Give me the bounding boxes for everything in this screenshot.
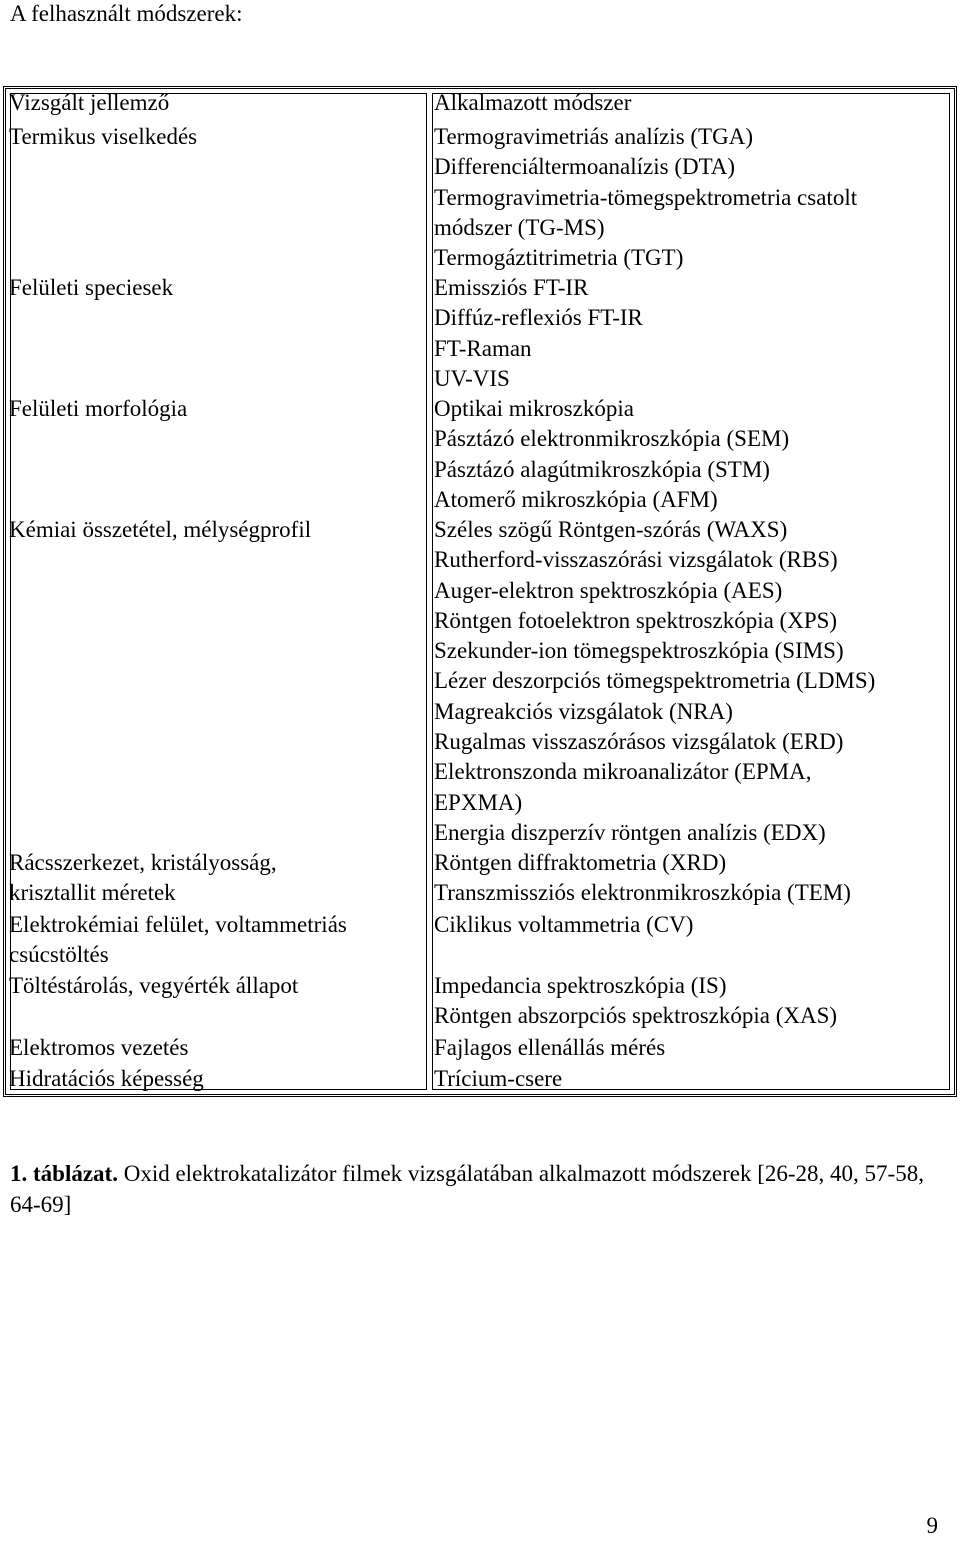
property-text: Töltéstárolás, vegyérték állapot — [9, 973, 299, 998]
method-text: Elektronszonda mikroanalizátor (EPMA, — [434, 759, 812, 785]
method-text: Auger-elektron spektroszkópia (AES) — [434, 577, 783, 603]
method-cell — [434, 1033, 665, 1063]
property-text: Hidratációs képesség — [9, 1066, 204, 1091]
property-cell — [9, 273, 173, 303]
header-property: Vizsgált jellemző — [9, 90, 170, 115]
property-cell — [9, 1033, 188, 1063]
property-cell — [9, 122, 197, 152]
header-method-cell — [434, 88, 631, 118]
method-text: Transzmissziós elektronmikroszkópia (TEM) — [434, 880, 851, 906]
property-text: Kémiai összetétel, mélységprofil — [9, 517, 312, 542]
method-text: Röntgen fotoelektron spektroszkópia (XPS) — [434, 607, 838, 633]
method-text: Szekunder-ion tömegspektroszkópia (SIMS) — [434, 638, 844, 664]
property-text: Elektrokémiai felület, voltammetriás — [9, 912, 347, 937]
property-text: Felületi morfológia — [9, 396, 188, 421]
method-text: Rutherford-visszaszórási vizsgálatok (RBS) — [434, 547, 838, 573]
table-caption — [10, 1158, 950, 1220]
method-text: Rugalmas visszaszórásos vizsgálatok (ERD) — [434, 729, 844, 755]
property-cell — [9, 971, 298, 1001]
method-text: Röntgen diffraktometria (XRD) — [434, 850, 727, 875]
property-text: Termikus viselkedés — [9, 124, 198, 149]
method-text: Széles szögű Röntgen-szórás (WAXS) — [434, 517, 788, 542]
method-text: Lézer deszorpciós tömegspektrometria (LDMS) — [434, 668, 876, 694]
method-cell — [434, 971, 837, 1032]
page-number: 9 — [926, 1513, 938, 1538]
method-cell — [434, 848, 851, 909]
property-cell — [9, 848, 277, 909]
method-text: UV-VIS — [434, 365, 510, 391]
method-text: Termogravimetria-tömegspektrometria csatolt — [434, 184, 858, 210]
method-text: módszer (TG-MS) — [434, 214, 605, 240]
method-text: Fajlagos ellenállás mérés — [434, 1035, 666, 1060]
method-text: EPXMA) — [434, 789, 523, 815]
method-text: Impedancia spektroszkópia (IS) — [434, 973, 727, 998]
method-cell — [434, 273, 643, 394]
property-cell — [9, 515, 311, 545]
method-text: FT-Raman — [434, 335, 532, 361]
property-text: Felületi speciesek — [9, 275, 174, 300]
method-text: Diffúz-reflexiós FT-IR — [434, 305, 643, 331]
method-text: Atomerő mikroszkópia (AFM) — [434, 486, 718, 512]
property-cell — [9, 910, 347, 971]
method-text: Pásztázó alagútmikroszkópia (STM) — [434, 456, 770, 482]
caption-label: 1. táblázat. — [10, 1161, 118, 1186]
property-cell — [9, 394, 187, 424]
method-text: Optikai mikroszkópia — [434, 396, 634, 421]
method-text: Energia diszperzív röntgen analízis (EDX) — [434, 819, 826, 845]
method-cell — [434, 394, 789, 515]
method-cell — [434, 1064, 562, 1094]
method-text: Pásztázó elektronmikroszkópia (SEM) — [434, 426, 790, 452]
property-text: csúcstöltés — [9, 942, 109, 968]
method-text: Röntgen abszorpciós spektroszkópia (XAS) — [434, 1003, 838, 1029]
method-text: Termogravimetriás analízis (TGA) — [434, 124, 753, 149]
method-cell — [434, 515, 875, 848]
method-text: Magreakciós vizsgálatok (NRA) — [434, 698, 733, 724]
property-text: krisztallit méretek — [9, 880, 176, 906]
method-cell — [434, 910, 693, 940]
page-heading: A felhasznált módszerek: — [10, 1, 243, 26]
property-text: Rácsszerkezet, kristályosság, — [9, 850, 277, 875]
method-text: Differenciáltermoanalízis (DTA) — [434, 154, 736, 180]
method-text: Emissziós FT-IR — [434, 275, 589, 300]
property-cell — [9, 1064, 204, 1094]
method-text: Trícium-csere — [434, 1066, 563, 1091]
caption-text: Oxid elektrokatalizátor filmek vizsgálatában alkalmazott módszerek [26-28, 40, 57-58, 64-69] — [10, 1161, 924, 1217]
header-method: Alkalmazott módszer — [434, 90, 632, 115]
method-text: Termogáztitrimetria (TGT) — [434, 245, 684, 271]
method-text: Ciklikus voltammetria (CV) — [434, 912, 694, 937]
property-text: Elektromos vezetés — [9, 1035, 189, 1060]
method-cell — [434, 122, 857, 273]
header-property-cell — [9, 88, 169, 118]
